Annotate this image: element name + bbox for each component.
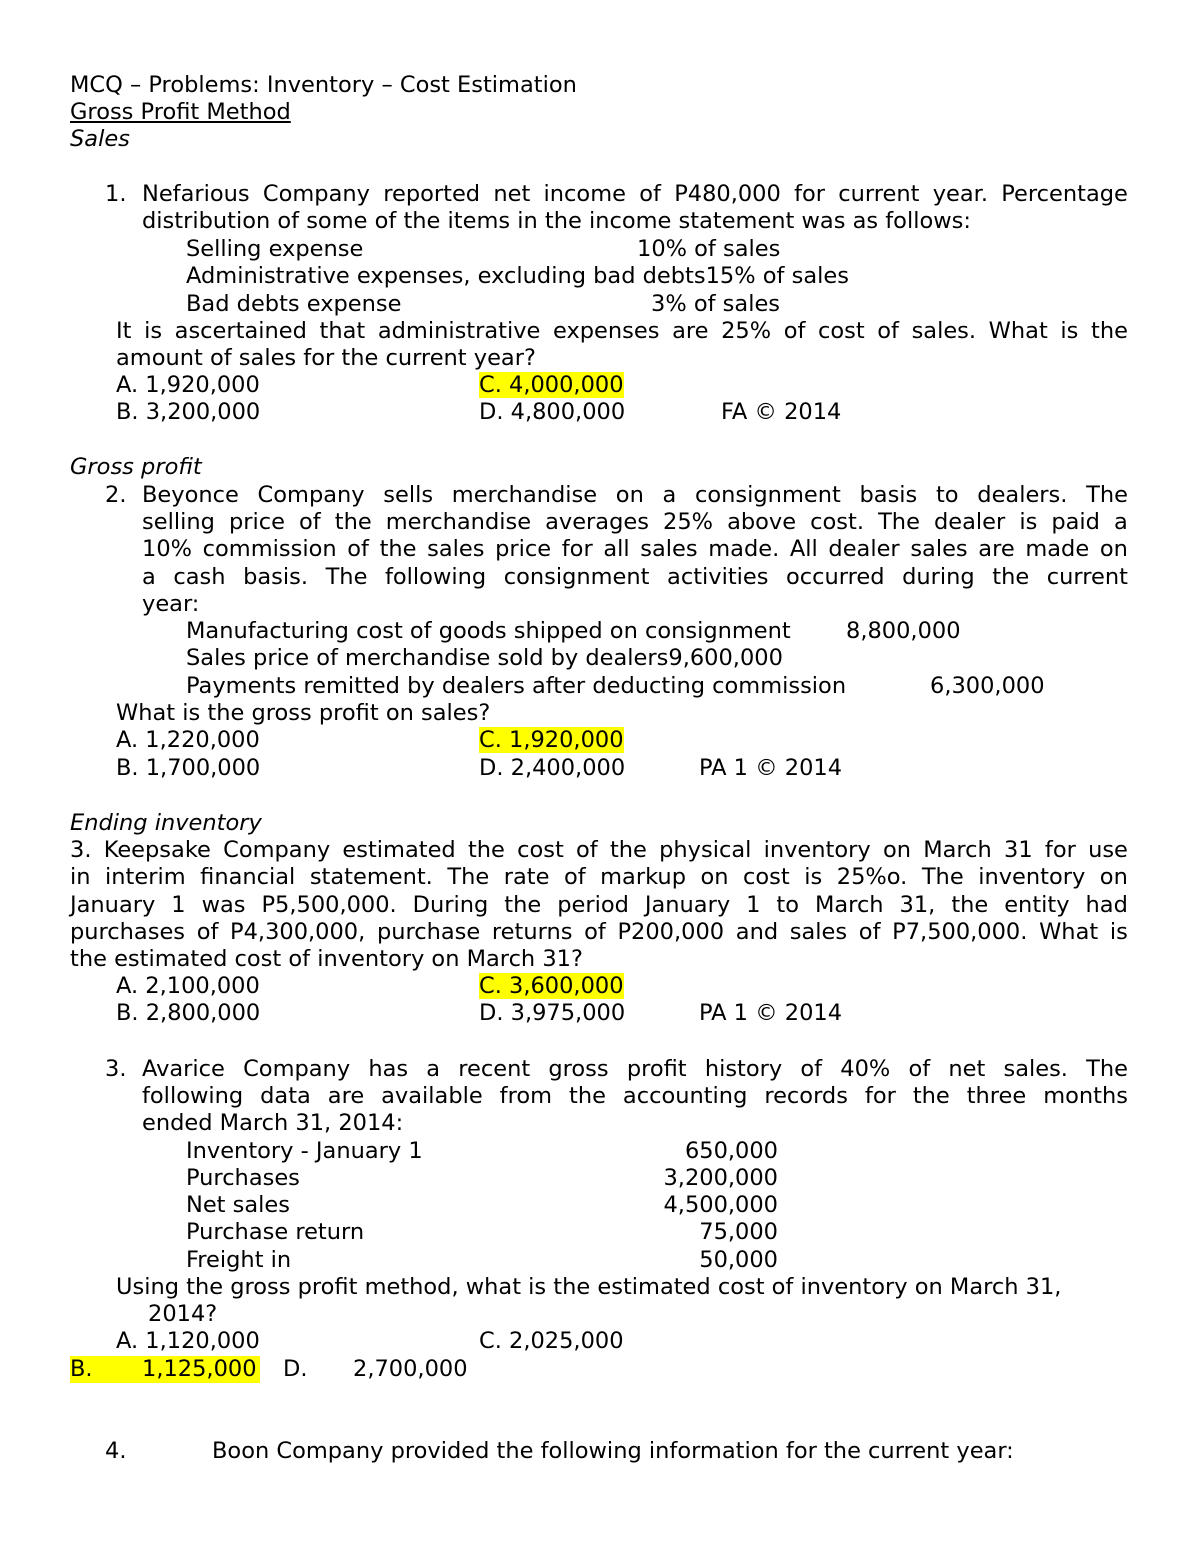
question-text-line: in interim financial statement. The rate of markup on cost is 25%o. The inventory on — [70, 864, 1128, 890]
section-gross-profit-heading: Gross profit — [70, 454, 202, 480]
question-text-line: Using the gross profit method, what is the estimated cost of inventory on March 31, — [116, 1274, 1062, 1300]
item-value: 3% of sales — [651, 291, 781, 317]
choice-c-answer: C. 4,000,000 — [479, 372, 624, 398]
method-heading: Gross Profit Method — [70, 99, 291, 125]
choice-c-answer: C. 3,600,000 — [479, 973, 624, 999]
item-label: Bad debts expense — [186, 291, 402, 317]
item-value: 650,000 — [684, 1138, 778, 1164]
choice-a: A. 1,220,000 — [116, 727, 260, 753]
section-ending-inventory-heading: Ending inventory — [70, 810, 262, 836]
choice-a: A. 1,120,000 — [116, 1328, 260, 1354]
question-text-line: purchases of P4,300,000, purchase returns of P200,000 and sales of P7,500,000. What is — [70, 919, 1128, 945]
item-value: 75,000 — [699, 1219, 778, 1245]
question-number: 4. — [105, 1438, 127, 1464]
question-text-line: selling price of the merchandise averages 25% above cost. The dealer is paid a — [142, 509, 1128, 535]
question-text-line: ended March 31, 2014: — [142, 1110, 404, 1136]
question-text-line: 3. Keepsake Company estimated the cost of the physical inventory on March 31 for use — [70, 837, 1128, 863]
question-text-line: distribution of some of the items in the income statement was as follows: — [142, 208, 971, 234]
item-value: 3,200,000 — [663, 1165, 778, 1191]
choice-d: D. 2,400,000 — [479, 755, 626, 781]
question-text-line: Beyonce Company sells merchandise on a consignment basis to dealers. The — [142, 482, 1128, 508]
section-sales-heading: Sales — [70, 126, 130, 152]
question-text-line: Boon Company provided the following information for the current year: — [212, 1438, 1014, 1464]
question-text-line: 2014? — [148, 1301, 218, 1327]
item-value: 8,800,000 — [846, 618, 961, 644]
question-number: 2. — [105, 482, 127, 508]
question-text-line: January 1 was P5,500,000. During the period January 1 to March 31, the entity had — [70, 892, 1128, 918]
choice-a: A. 1,920,000 — [116, 372, 260, 398]
choice-b: B. 1,700,000 — [116, 755, 261, 781]
document-title: MCQ – Problems: Inventory – Cost Estimation — [70, 72, 577, 98]
question-text-line: Avarice Company has a recent gross profit history of 40% of net sales. The — [142, 1056, 1128, 1082]
item-label: Purchase return — [186, 1219, 365, 1245]
question-text-line: 10% commission of the sales price for all sales made. All dealer sales are made on — [142, 536, 1128, 562]
item-label: Inventory - January 1 — [186, 1138, 423, 1164]
question-number: 3. — [105, 1056, 127, 1082]
question-number: 1. — [105, 181, 127, 207]
item-label: Sales price of merchandise sold by dealers9,600,000 — [186, 645, 783, 671]
item-label: Purchases — [186, 1165, 300, 1191]
question-text-line: year: — [142, 591, 200, 617]
choice-c-answer: C. 1,920,000 — [479, 727, 624, 753]
question-text-line: amount of sales for the current year? — [116, 345, 536, 371]
choice-d: D. 3,975,000 — [479, 1000, 626, 1026]
question-text-line: Nefarious Company reported net income of P480,000 for current year. Percentage — [142, 181, 1128, 207]
choice-d: D. 4,800,000 — [479, 399, 626, 425]
choice-b: B. 3,200,000 — [116, 399, 261, 425]
question-text-line: It is ascertained that administrative expenses are 25% of cost of sales. What is the — [116, 318, 1128, 344]
item-value: 10% of sales — [637, 236, 781, 262]
item-value: 4,500,000 — [663, 1192, 778, 1218]
item-label: Manufacturing cost of goods shipped on consignment — [186, 618, 791, 644]
source-note: FA © 2014 — [721, 399, 842, 425]
question-text-line: the estimated cost of inventory on March 31? — [70, 946, 583, 972]
choice-b-answer: B. 1,125,000 — [70, 1356, 260, 1383]
item-label: Administrative expenses, excluding bad debts15% of sales — [186, 263, 849, 289]
item-value: 6,300,000 — [930, 673, 1045, 699]
question-text-line: What is the gross profit on sales? — [116, 700, 491, 726]
item-value: 50,000 — [699, 1247, 778, 1273]
choice-a: A. 2,100,000 — [116, 973, 260, 999]
item-label: Net sales — [186, 1192, 290, 1218]
item-label: Selling expense — [186, 236, 364, 262]
choice-c: C. 2,025,000 — [479, 1328, 624, 1354]
source-note: PA 1 © 2014 — [699, 755, 843, 781]
choice-d-value: 2,700,000 — [353, 1356, 468, 1382]
item-label: Payments remitted by dealers after deducting commission — [186, 673, 847, 699]
question-text-line: following data are available from the accounting records for the three months — [142, 1083, 1128, 1109]
choice-b: B. 2,800,000 — [116, 1000, 261, 1026]
question-text-line: a cash basis. The following consignment activities occurred during the current — [142, 564, 1128, 590]
choice-d-letter: D. — [283, 1356, 308, 1382]
source-note: PA 1 © 2014 — [699, 1000, 843, 1026]
item-label: Freight in — [186, 1247, 292, 1273]
